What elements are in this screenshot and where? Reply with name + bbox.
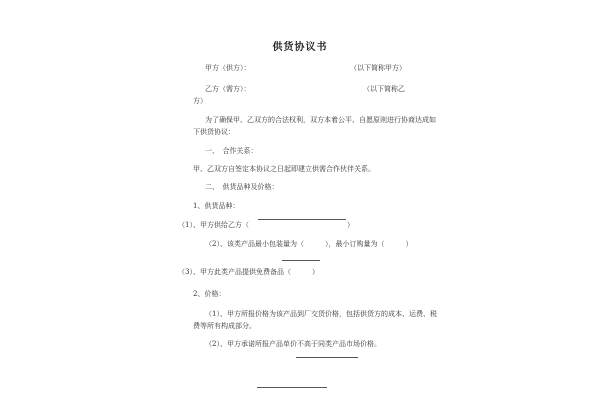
- section-2-heading: 二、 供货品种及价格：: [205, 183, 279, 191]
- price-1-line-1: （1）、甲方所报价格为该产品到厂交货价格，包括供货方的成本、运费、税: [205, 310, 437, 318]
- price-1-line-2: 费等所有构成部分。: [193, 322, 256, 330]
- party-b-alias: （以下简称乙: [363, 85, 405, 93]
- supply-sub-1: （1）、甲方供给乙方（: [178, 221, 249, 229]
- supply-sub-3-underline-above: [282, 260, 320, 261]
- party-b-alias-continued: 方）: [193, 97, 207, 105]
- supply-sub-3: （3）、甲方此类产品提供免费备品（ ）: [178, 268, 319, 276]
- supply-sub-1-close: ）: [347, 221, 354, 229]
- document-title: 供货协议书: [272, 42, 328, 53]
- price-2: （2）、甲方承诺所报产品单价不高于同类产品市场价格。: [205, 340, 381, 348]
- supply-sub-2: （2）、该类产品最小包装量为（ ），最小订购量为（ ）: [205, 240, 413, 248]
- price-2-underline: [296, 357, 358, 358]
- page-bottom-underline: [257, 387, 327, 388]
- party-a-label: 甲方（供方）：: [205, 64, 251, 72]
- intro-line-2: 下供货协议：: [193, 128, 235, 136]
- supply-sub-1-underline: [258, 219, 346, 220]
- section-1-body: 甲、乙双方自签定本协议之日起即建立供需合作伙伴关系。: [193, 165, 375, 173]
- party-b-label: 乙方（需方）：: [205, 85, 251, 93]
- price-item-2-label: 2、价格：: [193, 290, 226, 298]
- supply-item-1-label: 1、供货品种：: [193, 202, 240, 210]
- section-1-heading: 一、 合作关系：: [205, 147, 258, 155]
- intro-line-1: 为了确保甲、乙双方的合法权利，双方本着公平、自愿原则进行协商达成如: [205, 116, 436, 124]
- party-a-alias: （以下简称甲方）: [350, 64, 406, 72]
